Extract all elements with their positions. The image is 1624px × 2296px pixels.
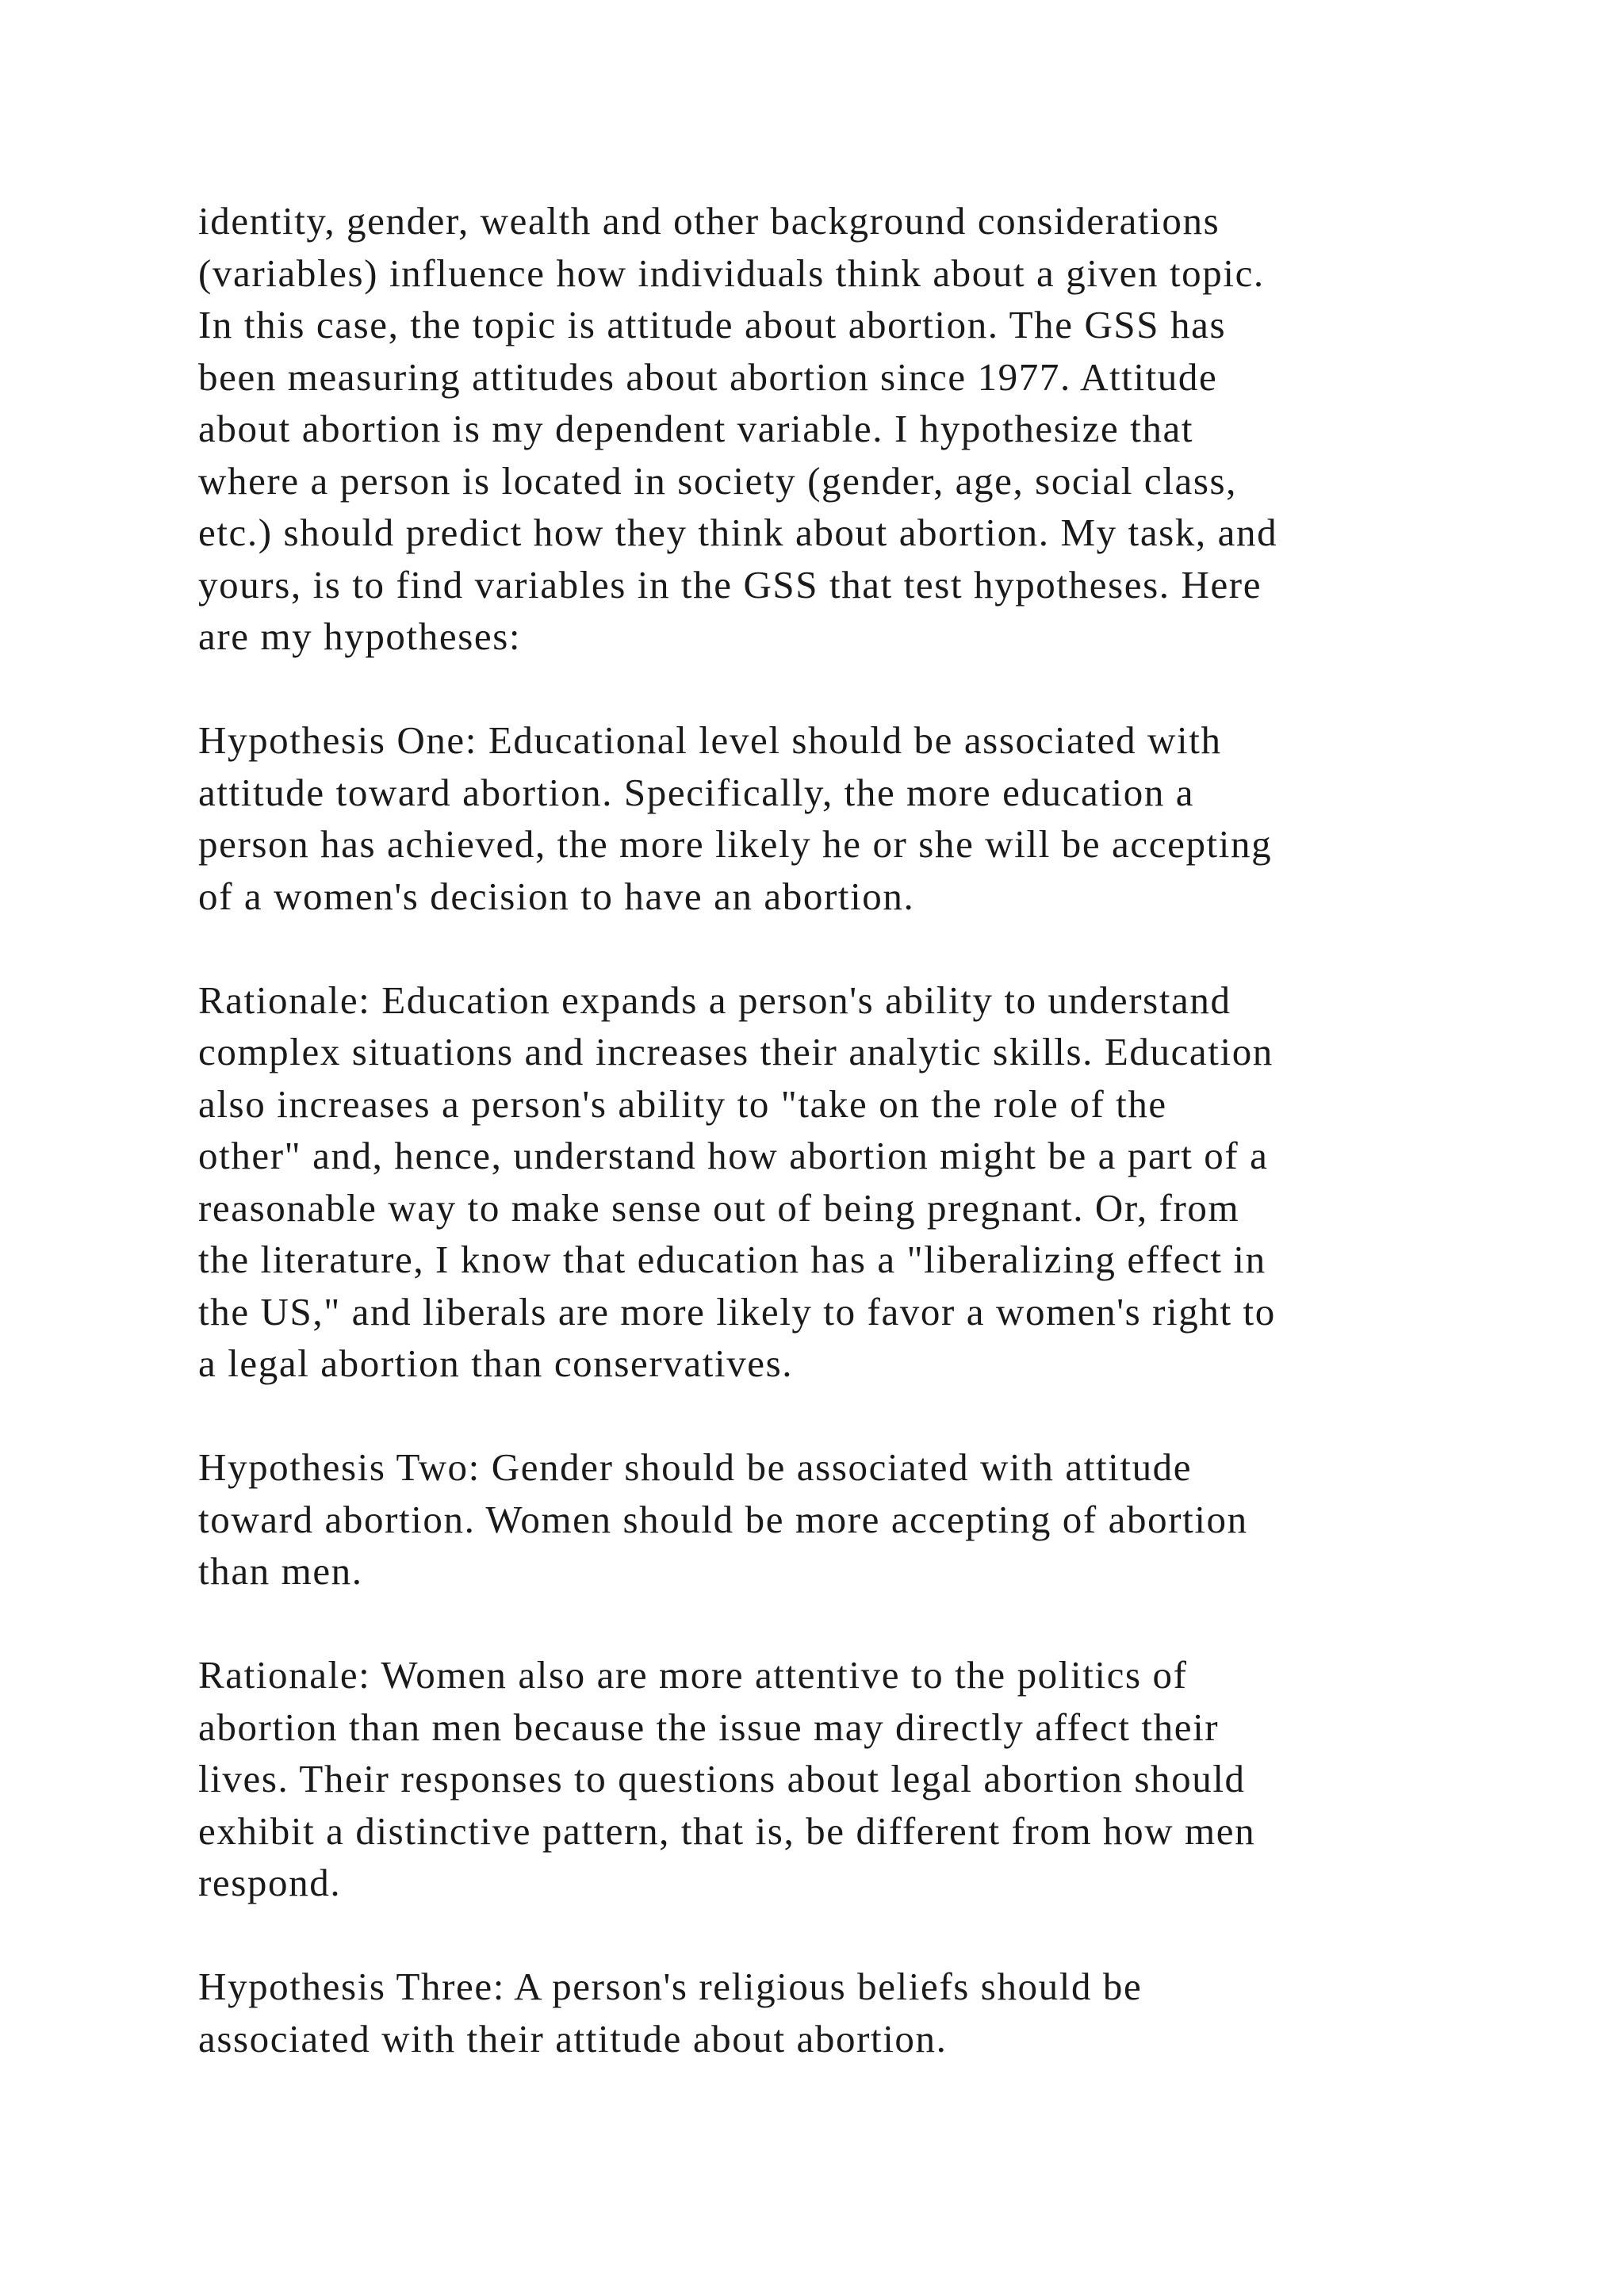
text-line: identity, gender, wealth and other background considerations [198,199,1220,243]
text-line: reasonable way to make sense out of being pregnant. Or, from [198,1185,1240,1230]
paragraph-rationale-one [198,974,1515,1390]
text-line: abortion than men because the issue may directly affect their [198,1705,1220,1749]
text-line: person has achieved, the more likely he or she will be accepting [198,822,1273,866]
paragraph-hypothesis-one [198,714,1515,922]
text-line: the US," and liberals are more likely to favor a women's right to [198,1289,1276,1334]
text-line: (variables) influence how individuals think about a given topic. [198,251,1265,295]
text-line: been measuring attitudes about abortion since 1977. Attitude [198,354,1218,399]
text-line: of a women's decision to have an abortion. [198,874,915,918]
text-line: Rationale: Education expands a person's ability to understand [198,978,1231,1022]
text-line: associated with their attitude about abortion. [198,2016,948,2061]
paragraph-intro [198,195,1515,663]
paragraph-hypothesis-two [198,1441,1515,1598]
text-line: Hypothesis Two: Gender should be associated with attitude [198,1445,1193,1489]
document-body [198,195,1515,2117]
text-line: yours, is to find variables in the GSS that test hypotheses. Here [198,562,1262,607]
text-line: a legal abortion than conservatives. [198,1341,794,1385]
text-line: etc.) should predict how they think about abortion. My task, and [198,511,1278,554]
text-line: the literature, I know that education has a "liberalizing effect in [198,1238,1266,1281]
paragraph-hypothesis-three [198,1961,1515,2064]
text-line: toward abortion. Women should be more accepting of abortion [198,1497,1248,1541]
text-line: also increases a person's ability to "take on the role of the [198,1081,1167,1126]
text-line: are my hypotheses: [198,614,522,658]
text-line: In this case, the topic is attitude about abortion. The GSS has [198,303,1227,346]
text-line: Rationale: Women also are more attentive to the politics of [198,1653,1188,1697]
text-line: other" and, hence, understand how abortion might be a part of a [198,1134,1269,1177]
text-line: attitude toward abortion. Specifically, the more education a [198,770,1195,814]
text-line: Hypothesis Three: A person's religious beliefs should be [198,1965,1143,2008]
text-line: complex situations and increases their analytic skills. Education [198,1030,1274,1073]
text-line: exhibit a distinctive pattern, that is, be different from how men [198,1808,1256,1853]
text-line: lives. Their responses to questions about legal abortion should [198,1757,1246,1800]
text-line: about abortion is my dependent variable. I hypothesize that [198,407,1194,450]
text-line: respond. [198,1861,342,1904]
paragraph-rationale-two [198,1649,1515,1909]
text-line: Hypothesis One: Educational level should be associated with [198,718,1222,762]
text-line: where a person is located in society (gender, age, social class, [198,458,1238,503]
text-line: than men. [198,1549,363,1593]
